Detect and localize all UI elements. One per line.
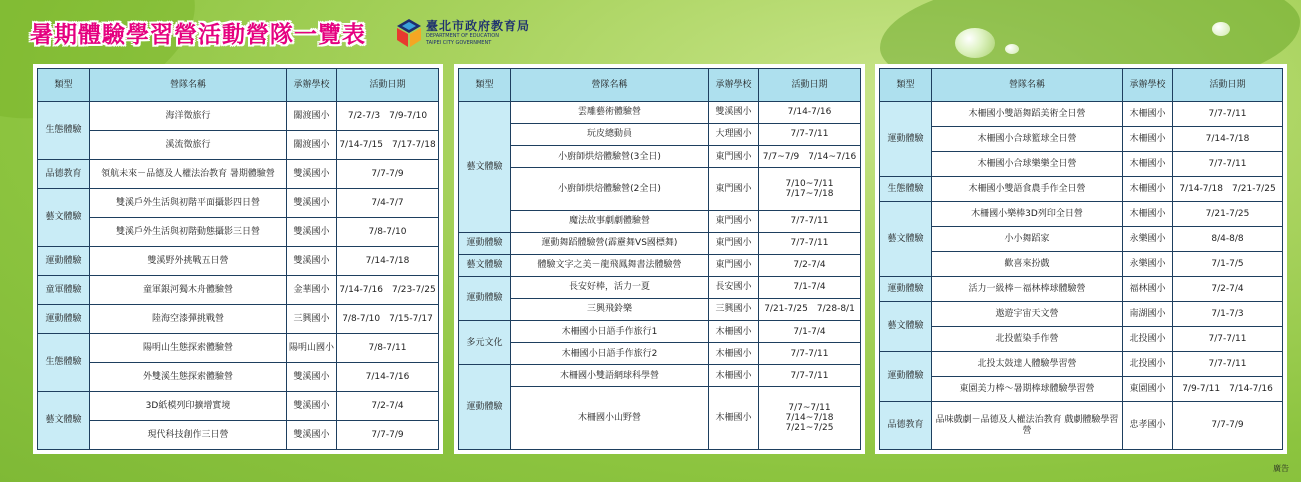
col-header-school: 承辦學校 — [709, 69, 759, 102]
camp-name-cell: 遨遊宇宙天文營 — [932, 302, 1123, 327]
camp-name-cell: 歡喜來扮戲 — [932, 252, 1123, 277]
camp-name-cell: 木柵國小樂棒3D列印全日營 — [932, 202, 1123, 227]
camp-type-cell: 藝文體驗 — [459, 254, 511, 276]
camp-name-cell: 活力一級棒－福林棒球體驗營 — [932, 277, 1123, 302]
camp-date-cell: 7/7-7/9 — [337, 421, 439, 450]
camp-name-cell: 三興飛鈴樂 — [511, 299, 709, 321]
camp-type-cell: 運動體驗 — [880, 352, 932, 402]
camp-date-cell: 7/21-7/25 7/28-8/1 — [759, 299, 861, 321]
host-school-cell: 木柵國小 — [1123, 177, 1173, 202]
camp-date-cell: 7/7-7/11 — [1173, 152, 1283, 177]
host-school-cell: 永樂國小 — [1123, 252, 1173, 277]
host-school-cell: 木柵國小 — [1123, 102, 1173, 127]
col-header-school: 承辦學校 — [287, 69, 337, 102]
host-school-cell: 木柵國小 — [1123, 202, 1173, 227]
camp-name-cell: 現代科技創作三日營 — [90, 421, 287, 450]
camp-date-cell: 7/4-7/7 — [337, 189, 439, 218]
education-department-logo-icon — [396, 18, 422, 48]
camp-name-cell: 小廚師烘焙體驗營(3全日) — [511, 146, 709, 168]
camp-type-cell: 藝文體驗 — [880, 202, 932, 277]
camp-date-cell: 7/7~7/9 7/14~7/16 — [759, 146, 861, 168]
host-school-cell: 福林國小 — [1123, 277, 1173, 302]
host-school-cell: 關渡國小 — [287, 131, 337, 160]
camp-name-cell: 木柵國小山野營 — [511, 387, 709, 450]
camp-date-cell: 7/7-7/11 — [1173, 327, 1283, 352]
table-row — [880, 377, 1283, 402]
camp-date-cell: 8/4-8/8 — [1173, 227, 1283, 252]
camp-name-cell: 木柵國小日語手作旅行2 — [511, 343, 709, 365]
table-row — [880, 102, 1283, 127]
camp-name-cell: 木柵國小日語手作旅行1 — [511, 321, 709, 343]
host-school-cell: 東門國小 — [709, 146, 759, 168]
org-name: 臺北市政府教育局 — [426, 19, 531, 33]
camp-name-cell: 雙溪戶外生活與初階動態攝影三日營 — [90, 218, 287, 247]
camp-name-cell: 溪流徵旅行 — [90, 131, 287, 160]
host-school-cell: 木柵國小 — [1123, 127, 1173, 152]
camp-type-cell: 運動體驗 — [38, 247, 90, 276]
camp-name-cell: 體驗文字之美－龍飛鳳舞書法體驗營 — [511, 254, 709, 276]
table-row — [880, 277, 1283, 302]
camp-name-cell: 雙溪野外挑戰五日營 — [90, 247, 287, 276]
camp-name-cell: 運動舞蹈體驗營(霹靂舞VS國標舞) — [511, 232, 709, 254]
table-row — [38, 189, 439, 218]
table-row — [459, 387, 861, 450]
camp-table — [458, 68, 861, 450]
host-school-cell: 關渡國小 — [287, 102, 337, 131]
camp-type-cell: 生態體驗 — [38, 102, 90, 160]
camp-table-panel — [454, 64, 865, 454]
page-title: 暑期體驗學習營活動營隊一覽表 — [30, 22, 366, 48]
table-row — [38, 160, 439, 189]
camp-name-cell: 長安好棒，活力一夏 — [511, 276, 709, 298]
table-row — [459, 168, 861, 210]
camp-type-cell: 品德教育 — [38, 160, 90, 189]
host-school-cell: 北投國小 — [1123, 352, 1173, 377]
host-school-cell: 雙溪國小 — [287, 421, 337, 450]
camp-type-cell: 運動體驗 — [459, 232, 511, 254]
camp-name-cell: 外雙溪生態探索體驗營 — [90, 363, 287, 392]
ad-label: 廣告 — [1273, 464, 1289, 473]
camp-date-cell: 7/14-7/18 — [1173, 127, 1283, 152]
col-header-date: 活動日期 — [759, 69, 861, 102]
camp-table-panel — [875, 64, 1287, 454]
camp-name-cell: 海洋徵旅行 — [90, 102, 287, 131]
camp-name-cell: 雙溪戶外生活與初階平面攝影四日營 — [90, 189, 287, 218]
host-school-cell: 北投國小 — [1123, 327, 1173, 352]
host-school-cell: 南湖國小 — [1123, 302, 1173, 327]
host-school-cell: 東門國小 — [709, 210, 759, 232]
col-header-date: 活動日期 — [337, 69, 439, 102]
camp-date-cell: 7/8-7/10 7/15-7/17 — [337, 305, 439, 334]
camp-date-cell: 7/7-7/11 — [759, 232, 861, 254]
host-school-cell: 雙溪國小 — [287, 160, 337, 189]
col-header-name: 營隊名稱 — [90, 69, 287, 102]
host-school-cell: 東門國小 — [709, 232, 759, 254]
table-row — [38, 102, 439, 131]
camp-name-cell: 陽明山生態探索體驗營 — [90, 334, 287, 363]
camp-type-cell: 藝文體驗 — [38, 392, 90, 450]
camp-date-cell: 7/9-7/11 7/14-7/16 — [1173, 377, 1283, 402]
water-drop-decoration — [1212, 22, 1230, 36]
camp-name-cell: 陸海空漆彈挑戰營 — [90, 305, 287, 334]
camp-name-cell: 木柵國小合球籃球全日營 — [932, 127, 1123, 152]
camp-date-cell: 7/14-7/15 7/17-7/18 — [337, 131, 439, 160]
camp-type-cell: 運動體驗 — [880, 102, 932, 177]
host-school-cell: 大理國小 — [709, 124, 759, 146]
table-row — [38, 131, 439, 160]
camp-date-cell: 7/1-7/5 — [1173, 252, 1283, 277]
camp-type-cell: 運動體驗 — [880, 277, 932, 302]
host-school-cell: 雙溪國小 — [287, 189, 337, 218]
table-row — [880, 302, 1283, 327]
camp-type-cell: 藝文體驗 — [38, 189, 90, 247]
host-school-cell: 木柵國小 — [709, 387, 759, 450]
camp-date-cell: 7/7-7/11 — [759, 343, 861, 365]
camp-type-cell: 多元文化 — [459, 321, 511, 365]
host-school-cell: 三興國小 — [709, 299, 759, 321]
table-row — [459, 124, 861, 146]
camp-date-cell: 7/7-7/9 — [1173, 402, 1283, 450]
camp-type-cell: 生態體驗 — [38, 334, 90, 392]
camp-type-cell: 運動體驗 — [38, 305, 90, 334]
camp-name-cell: 品味戲劇－品德及人權法治教育 戲劇體驗學習營 — [932, 402, 1123, 450]
camp-date-cell: 7/7-7/11 — [1173, 102, 1283, 127]
host-school-cell: 永樂國小 — [1123, 227, 1173, 252]
camp-date-cell: 7/7~7/11 7/14~7/18 7/21~7/25 — [759, 387, 861, 450]
camp-date-cell: 7/2-7/4 — [759, 254, 861, 276]
table-header-row — [880, 69, 1283, 102]
camp-name-cell: 北投太鼓達人體驗學習營 — [932, 352, 1123, 377]
camp-name-cell: 木柵國小雙語網球科學營 — [511, 365, 709, 387]
camp-name-cell: 東園美力棒～暑期棒球體驗學習營 — [932, 377, 1123, 402]
water-drop-decoration — [1005, 44, 1019, 54]
camp-date-cell: 7/8-7/10 — [337, 218, 439, 247]
table-row — [38, 392, 439, 421]
table-row — [459, 254, 861, 276]
table-row — [880, 202, 1283, 227]
camp-date-cell: 7/14-7/16 — [759, 102, 861, 124]
camp-table-panel — [33, 64, 443, 454]
col-header-name: 營隊名稱 — [511, 69, 709, 102]
col-header-type: 類型 — [38, 69, 90, 102]
col-header-type: 類型 — [880, 69, 932, 102]
table-row — [880, 227, 1283, 252]
host-school-cell: 木柵國小 — [709, 365, 759, 387]
table-row — [459, 232, 861, 254]
table-row — [459, 343, 861, 365]
table-row — [459, 210, 861, 232]
camp-name-cell: 玩皮總動員 — [511, 124, 709, 146]
table-row — [38, 247, 439, 276]
host-school-cell: 雙溪國小 — [287, 247, 337, 276]
table-row — [38, 363, 439, 392]
host-school-cell: 東園國小 — [1123, 377, 1173, 402]
camp-date-cell: 7/7-7/11 — [759, 365, 861, 387]
table-row — [459, 276, 861, 298]
camp-date-cell: 7/2-7/3 7/9-7/10 — [337, 102, 439, 131]
host-school-cell: 金華國小 — [287, 276, 337, 305]
host-school-cell: 長安國小 — [709, 276, 759, 298]
camp-type-cell: 藝文體驗 — [459, 102, 511, 233]
col-header-date: 活動日期 — [1173, 69, 1283, 102]
camp-name-cell: 3D紙模列印擴增實境 — [90, 392, 287, 421]
camp-date-cell: 7/14-7/18 — [337, 247, 439, 276]
camp-name-cell: 北投藍染手作營 — [932, 327, 1123, 352]
camp-name-cell: 領航未來－品德及人權法治教育 暑期體驗營 — [90, 160, 287, 189]
table-row — [38, 421, 439, 450]
host-school-cell: 三興國小 — [287, 305, 337, 334]
camp-type-cell: 品德教育 — [880, 402, 932, 450]
host-school-cell: 雙溪國小 — [287, 218, 337, 247]
table-row — [459, 299, 861, 321]
camp-date-cell: 7/10~7/11 7/17~7/18 — [759, 168, 861, 210]
camp-date-cell: 7/14-7/18 7/21-7/25 — [1173, 177, 1283, 202]
camp-date-cell: 7/14-7/16 7/23-7/25 — [337, 276, 439, 305]
org-name-en: DEPARTMENT OF EDUCATION — [426, 33, 499, 39]
col-header-school: 承辦學校 — [1123, 69, 1173, 102]
host-school-cell: 木柵國小 — [709, 343, 759, 365]
camp-name-cell: 雲雕藝術體驗營 — [511, 102, 709, 124]
host-school-cell: 東門國小 — [709, 254, 759, 276]
camp-name-cell: 小廚師烘焙體驗營(2全日) — [511, 168, 709, 210]
table-row — [880, 252, 1283, 277]
host-school-cell: 東門國小 — [709, 168, 759, 210]
table-header-row — [459, 69, 861, 102]
col-header-type: 類型 — [459, 69, 511, 102]
table-row — [459, 321, 861, 343]
camp-date-cell: 7/7-7/9 — [337, 160, 439, 189]
camp-name-cell: 童軍銀河獨木舟體驗營 — [90, 276, 287, 305]
camp-date-cell: 7/1-7/3 — [1173, 302, 1283, 327]
host-school-cell: 木柵國小 — [709, 321, 759, 343]
host-school-cell: 雙溪國小 — [287, 392, 337, 421]
col-header-name: 營隊名稱 — [932, 69, 1123, 102]
table-row — [38, 334, 439, 363]
host-school-cell: 雙溪國小 — [287, 363, 337, 392]
org-logo — [396, 18, 530, 48]
table-row — [459, 146, 861, 168]
table-row — [880, 127, 1283, 152]
camp-type-cell: 運動體驗 — [459, 276, 511, 320]
camp-date-cell: 7/7-7/11 — [1173, 352, 1283, 377]
camp-date-cell: 7/1-7/4 — [759, 276, 861, 298]
camp-table — [879, 68, 1283, 450]
table-row — [38, 305, 439, 334]
host-school-cell: 陽明山國小 — [287, 334, 337, 363]
camp-date-cell: 7/1-7/4 — [759, 321, 861, 343]
camp-name-cell: 木柵國小合球樂樂全日營 — [932, 152, 1123, 177]
table-row — [459, 365, 861, 387]
camp-name-cell: 魔法故事劇劇體驗營 — [511, 210, 709, 232]
table-row — [880, 352, 1283, 377]
water-drop-decoration — [955, 28, 995, 58]
table-row — [880, 177, 1283, 202]
table-row — [880, 402, 1283, 450]
camp-name-cell: 木柵國小雙語舞蹈美術全日營 — [932, 102, 1123, 127]
host-school-cell: 雙溪國小 — [709, 102, 759, 124]
camp-type-cell: 運動體驗 — [459, 365, 511, 450]
camp-date-cell: 7/2-7/4 — [337, 392, 439, 421]
camp-date-cell: 7/7-7/11 — [759, 124, 861, 146]
camp-type-cell: 生態體驗 — [880, 177, 932, 202]
host-school-cell: 木柵國小 — [1123, 152, 1173, 177]
camp-name-cell: 小小舞蹈家 — [932, 227, 1123, 252]
table-row — [38, 218, 439, 247]
camp-date-cell: 7/21-7/25 — [1173, 202, 1283, 227]
camp-type-cell: 童軍體驗 — [38, 276, 90, 305]
table-row — [880, 327, 1283, 352]
host-school-cell: 忠孝國小 — [1123, 402, 1173, 450]
table-row — [38, 276, 439, 305]
org-name-en: TAIPEI CITY GOVERNMENT — [426, 40, 492, 46]
table-row — [459, 102, 861, 124]
table-header-row — [38, 69, 439, 102]
table-row — [880, 152, 1283, 177]
camp-date-cell: 7/8-7/11 — [337, 334, 439, 363]
camp-date-cell: 7/2-7/4 — [1173, 277, 1283, 302]
camp-name-cell: 木柵國小雙語食農手作全日營 — [932, 177, 1123, 202]
camp-date-cell: 7/7-7/11 — [759, 210, 861, 232]
camp-table — [37, 68, 439, 450]
camp-type-cell: 藝文體驗 — [880, 302, 932, 352]
camp-date-cell: 7/14-7/16 — [337, 363, 439, 392]
